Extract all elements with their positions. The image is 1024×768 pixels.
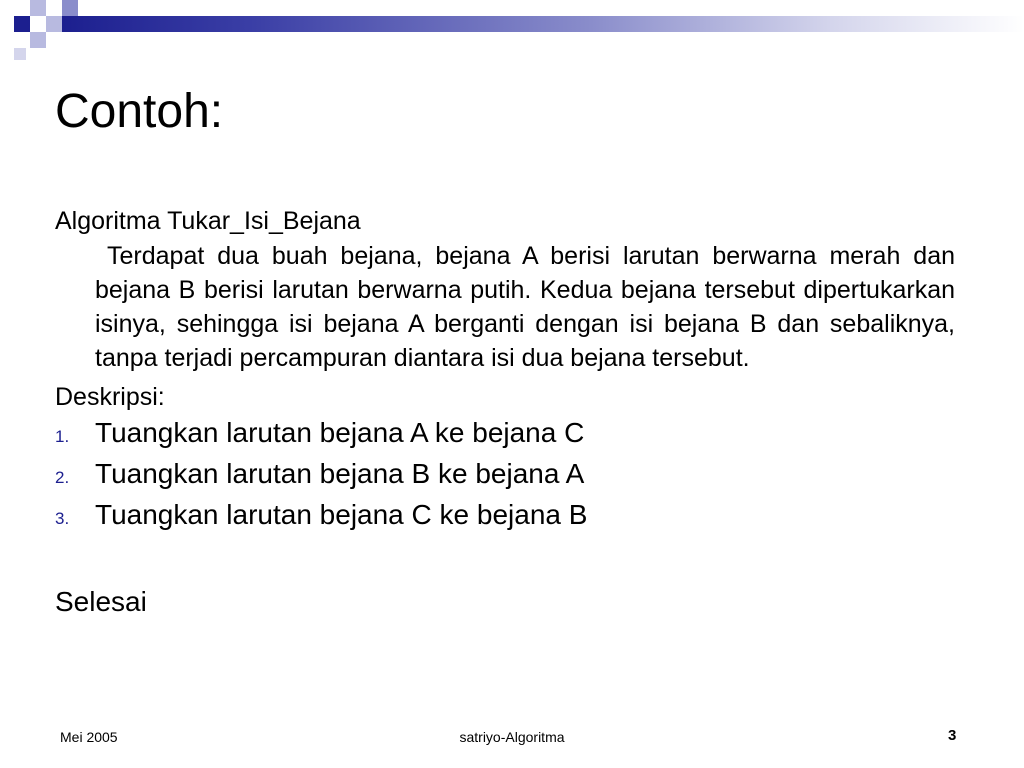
algorithm-name: Algoritma Tukar_Isi_Bejana: [55, 207, 361, 235]
closing-text: Selesai: [55, 586, 147, 617]
slide-body: [55, 203, 955, 620]
step-text: Tuangkan larutan bejana C ke bejana B: [95, 499, 588, 530]
header-gradient-bar: [62, 16, 1024, 32]
description-label: Deskripsi:: [55, 383, 165, 411]
list-item: [55, 417, 955, 458]
header-square-pale-3: [30, 32, 46, 48]
slide-title: Contoh:: [55, 85, 224, 138]
header-square-mid: [62, 0, 78, 16]
footer-author: satriyo-Algoritma: [459, 729, 565, 745]
header-square-dark: [14, 16, 30, 32]
header-square-pale-2: [46, 16, 62, 32]
footer-date: Mei 2005: [60, 729, 118, 745]
page-number: 3: [948, 727, 957, 744]
step-text: Tuangkan larutan bejana A ke bejana C: [95, 417, 585, 448]
header-square-pale-1: [30, 0, 46, 16]
header-square-pale-4: [14, 48, 26, 60]
problem-description: Terdapat dua buah bejana, bejana A berisi larutan berwarna merah dan bejana B berisi larutan berwarna putih. Kedua bejana tersebut dipertukarkan isinya, sehingga isi bejana A berganti dengan isi bejana B dan sebaliknya, tanpa terjadi percampuran diantara isi dua bejana tersebut.: [95, 242, 955, 372]
step-number: 3.: [55, 509, 70, 528]
list-item: [55, 458, 955, 499]
list-item: [55, 499, 955, 540]
step-number: 1.: [55, 427, 70, 446]
step-number: 2.: [55, 468, 70, 487]
step-text: Tuangkan larutan bejana B ke bejana A: [95, 458, 585, 489]
steps-list: [55, 417, 955, 540]
header-decoration: [0, 0, 1024, 60]
